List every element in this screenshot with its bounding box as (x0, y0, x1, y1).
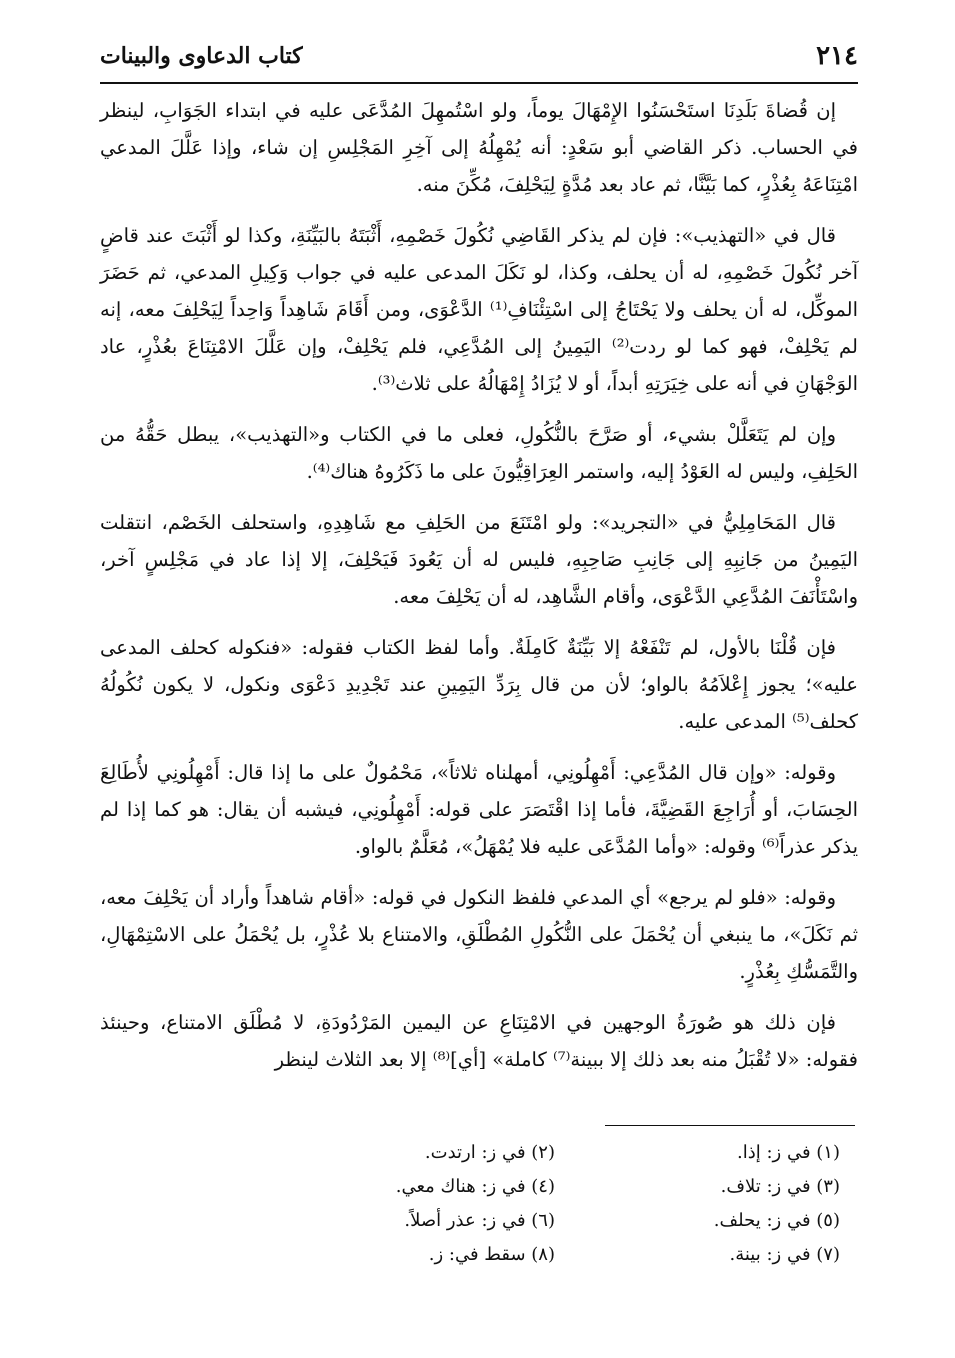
paragraph: وقوله: «فلو لم يرجع» أي المدعي فلفظ النكول في قوله: «أقام شاهداً وأراد أن يَحْلِفَ معه، ثم نَكَلَ»، ما ينبغي أن يُحْمَلَ على النُّكُولِ المُطْلَقِ، والامتناع بلا عُذْرٍ، بل يُحْمَلُ على الاسْتِمْهَالِ، والتَّمَسُّكِ بِعُذْرٍ. (100, 886, 858, 983)
running-title: كتاب الدعاوى والبينات (100, 43, 303, 69)
footnote: (٤) في ز: هناك معي. (395, 1176, 555, 1197)
footnote: (٣) في ز: تلاف. (720, 1176, 840, 1197)
footnote: (٨) سقط في: ز. (428, 1244, 555, 1265)
footnote: (٢) في ز: ارتدت. (424, 1142, 555, 1163)
paragraph: وقوله: «وإن قال المُدَّعِي: أَمْهِلُونِي، أمهلناه ثلاثاً»، مَحْمُولٌ على ما إذا قال: أَمْهِلُونِي لأُطَالِعَ الحِسَابَ، أو أُرَاجِعَ القَضِيَّةَ، فأما إذا اقْتَصَرَ على قوله: أَمْهِلُونِي، فيشبه أن يقال: هو كما إذا لم يذكر عذراً⁽⁶⁾ وقوله: «وأما المُدَّعَى عليه فلا يُمْهَلُ»، مُعَلَّمٌ بالواو. (100, 761, 858, 858)
main-text (100, 92, 858, 1092)
header-divider (100, 82, 858, 84)
footnote: (٥) في ز: يحلف. (713, 1210, 840, 1231)
footnote: (١) في ز: إذا. (737, 1142, 840, 1163)
footnote: (٧) في ز: بينة. (729, 1244, 840, 1265)
footnote-divider (605, 1125, 855, 1126)
page-header (100, 34, 858, 78)
paragraph: قال المَحَامِلِيُّ في «التجريد»: ولو امْتَنَعَ من الحَلِفِ مع شَاهِدِهِ، واستحلف الخَصْم، انتقلت اليَمِينُ من جَانِبِهِ إلى جَانِبِ صَاحِبِهِ، فليس له أن يَعُودَ فَيَحْلِفَ، إلا إذا عاد في مَجْلِسٍ آخر، واسْتَأْنَفَ المُدَّعِي الدَّعْوَى، وأقام الشَّاهِد، له أن يَحْلِفَ معه. (100, 511, 858, 608)
paragraph: وإن لم يَتَعَلَّلْ بشيء، أو صَرَّحَ بالنُّكُولِ، فعلى ما في الكتاب و«التهذيب»، يبطل حَقُّهُ من الحَلِفِ، وليس له العَوْدُ إليه، واستمر العِرَاقِيُّونَ على ما ذَكَرُوهُ هناك⁽⁴⁾. (100, 423, 858, 483)
footnotes (300, 1136, 840, 1272)
paragraph: فإن قُلْنَا بالأول، لم تَنْفَعْهُ إلا بَيِّنَةٌ كَامِلَةٌ. وأما لفظ الكتاب فقوله: «فنكوله كحلف المدعى عليه»؛ يجوز إِعْلاَمُهُ بالواو؛ لأن من قال بِرَدِّ اليَمِينِ عند تَجْدِيدِ دَعْوَى ونكول، لا يكون نُكُولُهُ كحلف⁽⁵⁾ المدعى عليه. (100, 636, 858, 733)
paragraph: قال في «التهذيب»: فإن لم يذكر القَاضِي نُكُولَ خَصْمِهِ، أَثْبَتَهُ بالبَيِّنَةِ، وكذا لو أَثْبَتَ عند قاضٍ آخر نُكُولَ خَصْمِهِ، له أن يحلف، وكذا، لو نَكَلَ المدعى عليه في جواب وَكِيلِ المدعي، ثم حَضَرَ الموكِّل، له أن يحلف ولا يَحْتَاجُ إلى اسْتِئْنَافِ⁽¹⁾ الدَّعْوَى، ومن أَقَامَ شَاهِداً وَاحِداً لِيَحْلِفَ معه، إنه لم يَحْلِفْ، فهو كما لو ردت⁽²⁾ اليَمِينُ إلى المُدَّعِي، فلم يَحْلِفْ، وإن عَلَّلَ الامْتِنَاعَ بعُذْرٍ، عاد الوَجْهَانِ في أنه على خِيَرَتِهِ أبداً، أو لا يُزَادُ إِمْهَالُهُ على ثلاث⁽³⁾. (100, 224, 858, 395)
paragraph: فإن ذلك هو صُورَةُ الوجهين في الامْتِنَاعِ عن اليمين المَرْدُودَةِ، لا مُطْلَق الامتناع، وحينئذ فقوله: «لا تُقْبَلُ منه بعد ذلك إلا ببينة⁽⁷⁾ كاملة» [أي]⁽⁸⁾ إلا بعد الثلاث لينظر (100, 1011, 858, 1071)
footnote: (٦) في ز: عذر أصلاً. (404, 1210, 555, 1231)
page-number: ٢١٤ (816, 41, 858, 71)
paragraph: إن قُضاةَ بَلَدِنَا استَحْسَنُوا الإِمْهَالَ يوماً، ولو اسْتُمهِلَ المُدَّعَى عليه في ابتداء الجَوَابِ، لينظر في الحساب. ذكر القاضي أبو سَعْدٍ: أنه يُمْهِلُهُ إلى آخِرِ المَجْلِسِ إن شاء، وإذا عَلَّلَ المدعي امْتِنَاعَهُ بِعُذْرٍ، كما بَيَّنَّا، ثم عاد بعد مُدَّةٍ لِيَحْلِفَ، مُكِّنَ منه. (100, 99, 858, 196)
